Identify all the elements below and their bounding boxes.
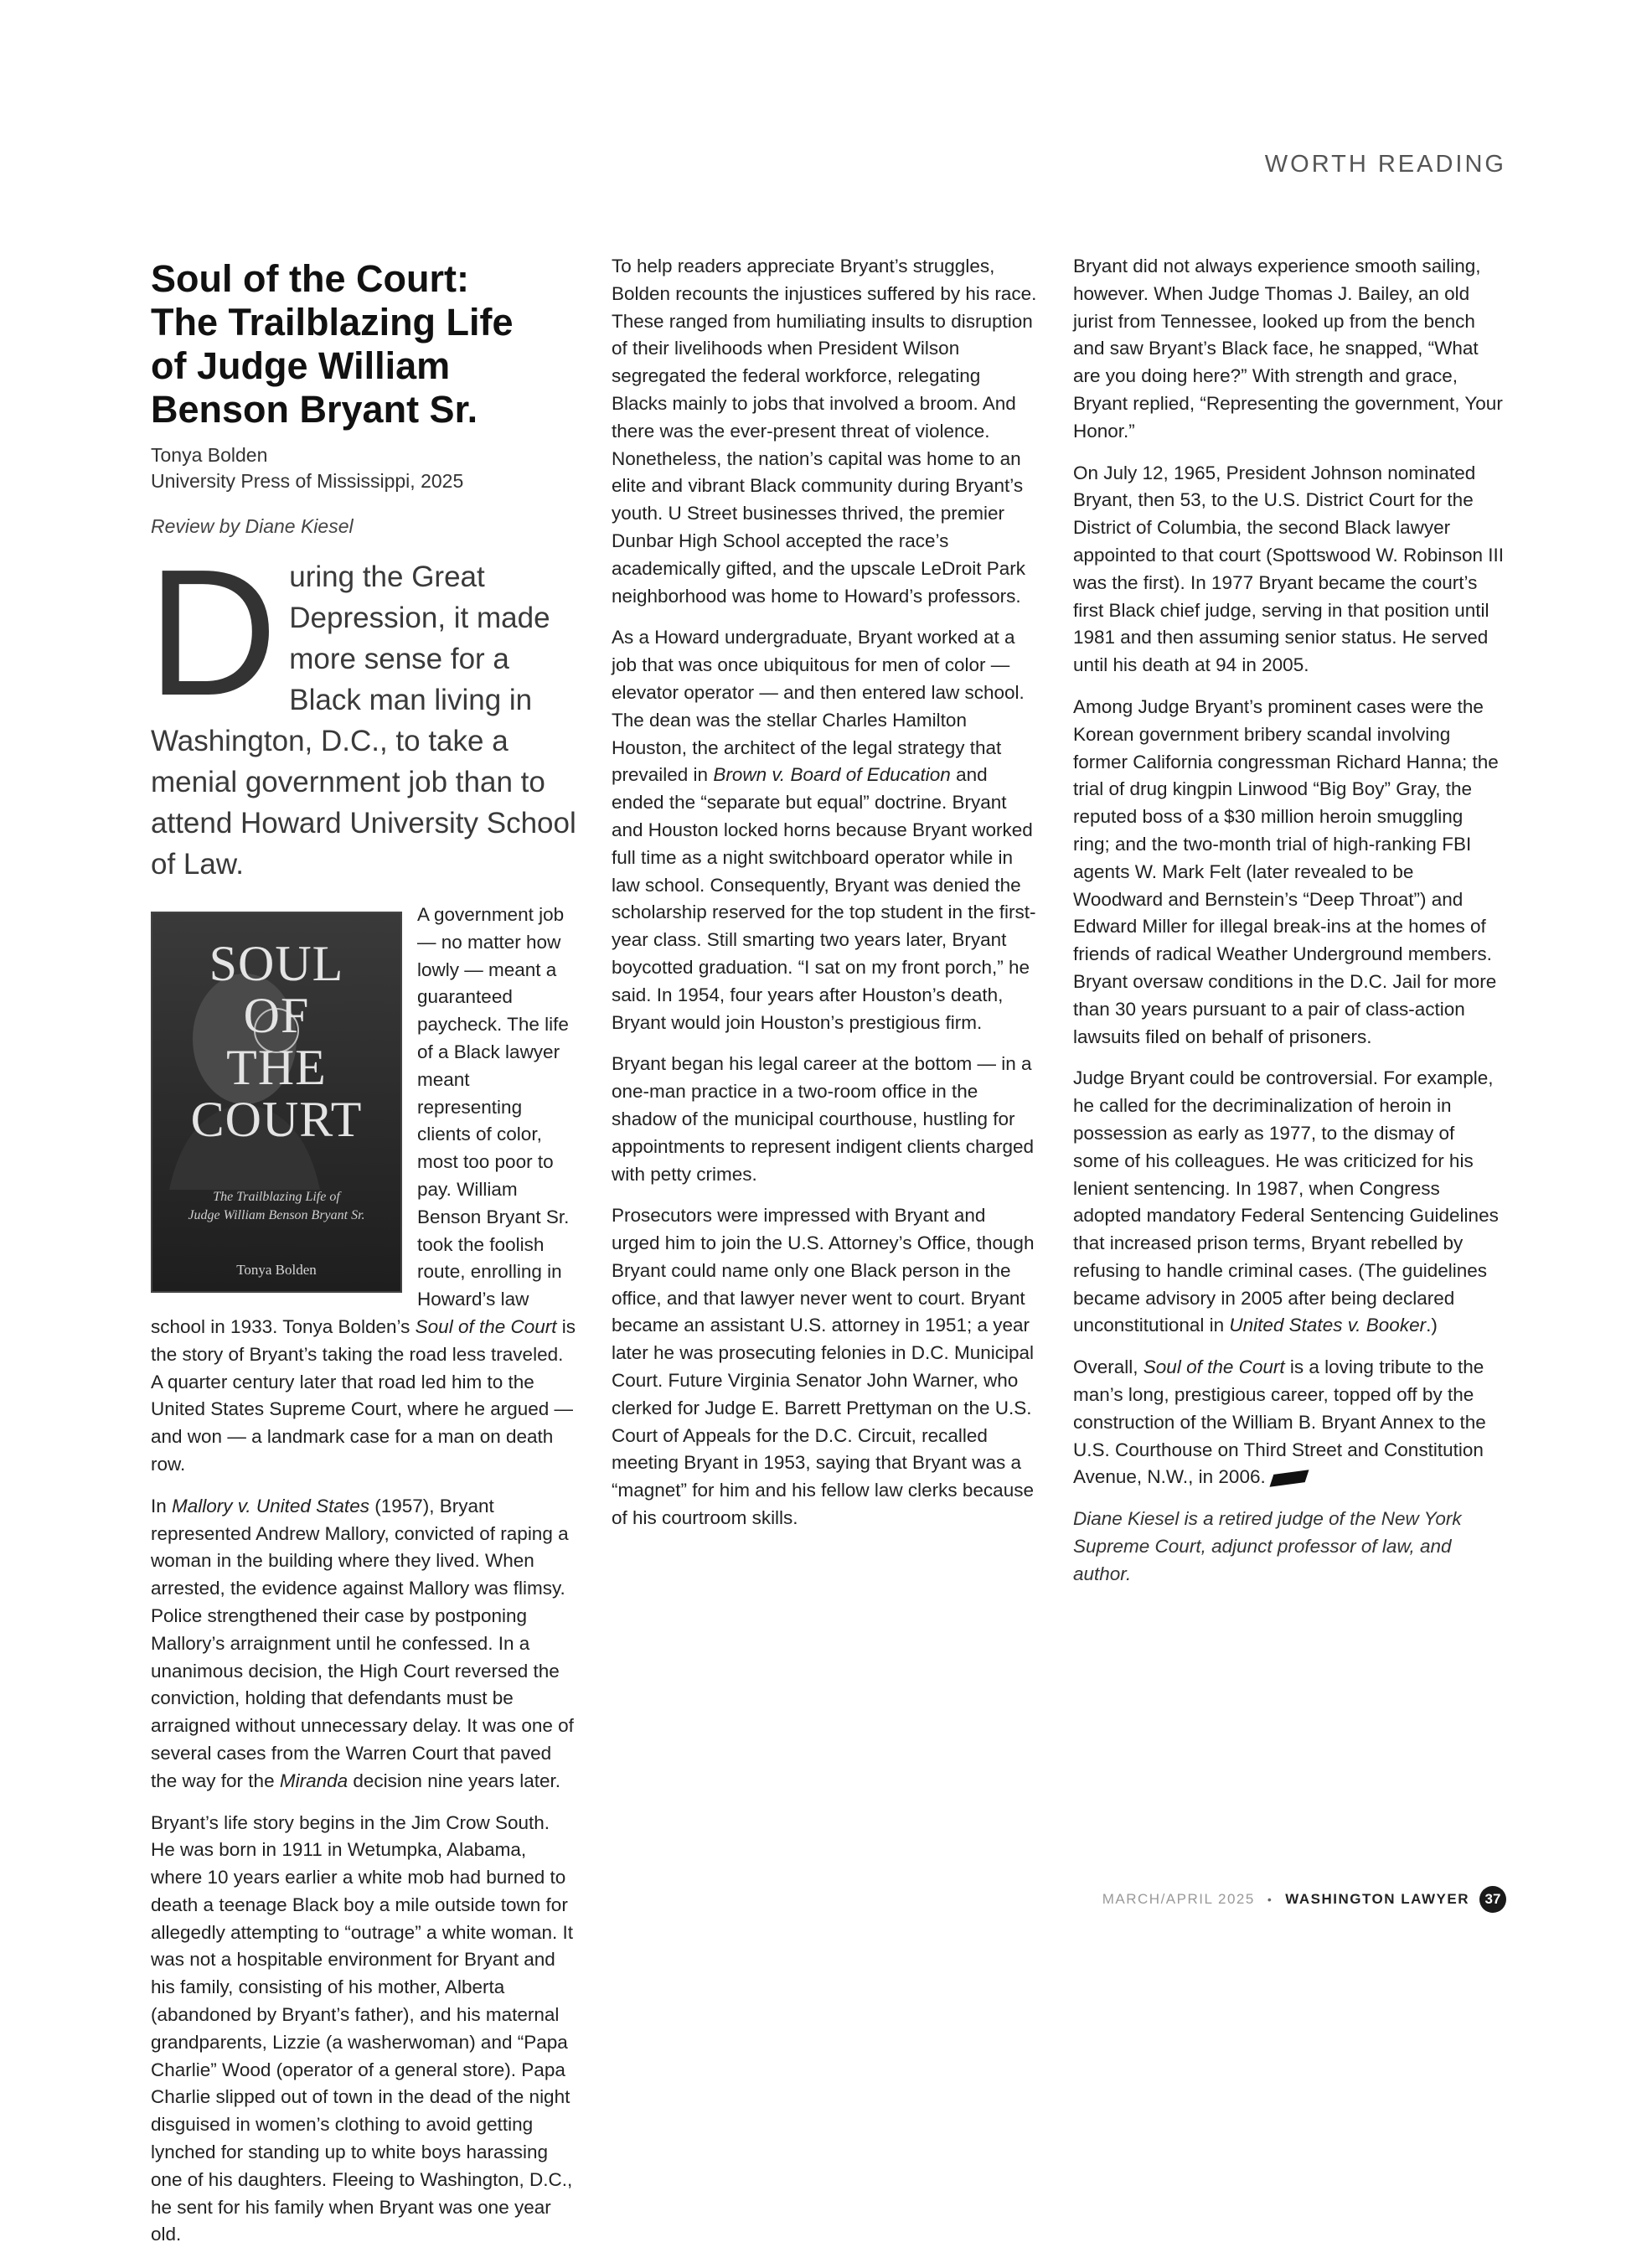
- p12-text: Overall,: [1073, 1356, 1143, 1378]
- column-3: [1073, 253, 1505, 1603]
- p1-text-end: is the story of Bryant’s taking the road less traveled. A quarter century later that road led him to the United States Supreme Court, where he argued — and won — a landmark case for a man on death row.: [151, 1315, 576, 1475]
- cover-title-4: COURT: [190, 1092, 363, 1147]
- paragraph-10: Among Judge Bryant’s prominent cases were the Korean government bribery scandal involving former California congressman Richard Hanna; the trial of drug kingpin Linwood “Big Boy” Gray, the reputed boss of a $30 million heroin smuggling ring; and the two-month trial of high-ranking FBI agents W. Mark Felt (later revealed to be Woodward and Bernstein’s “Deep Throat”) and Edward Miller for illegal break-ins at the homes of friends of radical Weather Underground members. Bryant oversaw conditions in the D.C. Jail for more than 30 years pursuant to a pair of class-action lawsuits filed on behalf of prisoners.: [1073, 695, 1499, 1047]
- p1-book-title: Soul of the Court: [415, 1315, 557, 1337]
- p1-text: A government job — no matter how lowly — meant a guaranteed paycheck. The life of a Black lawyer meant representing clients of color, most too poor to pay. William Benson Bryant Sr. took the foolish route, enrolling in Howard’s law school in 1933. Tonya Bolden’s: [151, 904, 570, 1337]
- p11-case-name: United States v. Booker: [1229, 1315, 1427, 1336]
- column-1: [147, 253, 578, 2263]
- paragraph-12: [1073, 1354, 1505, 1491]
- end-mark-icon: [1269, 1470, 1309, 1486]
- p2-miranda: Miranda: [279, 1770, 348, 1791]
- paragraph-7: Prosecutors were impressed with Bryant and urged him to join the U.S. Attorney’s Office, though Bryant could name only one Black person in the office, and that lawyer never went to court. Bryant became an assistant U.S. attorney in 1951; a year later he was prosecuting felonies in D.C. Municipal Court. Future Virginia Senator John Warner, who clerked for Judge E. Barrett Prettyman on the U.S. Court of Appeals for the D.C. Circuit, recalled meeting Bryant in 1953, saying that Bryant was a “magnet” for him and his fellow law clerks because of his courtroom skills.: [612, 1205, 1035, 1529]
- cover-title-1: SOUL: [209, 936, 344, 991]
- issue-date: MARCH/APRIL 2025: [1102, 1891, 1255, 1907]
- cover-subtitle: [152, 1188, 400, 1225]
- title-line-3: of Judge William: [151, 344, 451, 387]
- book-publisher: University Press of Mississippi, 2025: [151, 470, 464, 492]
- book-cover-image: [151, 912, 402, 1293]
- p12-book-title: Soul of the Court: [1143, 1356, 1285, 1378]
- p2-text-end: decision nine years later.: [348, 1770, 561, 1791]
- paragraph-11: [1073, 1065, 1505, 1340]
- page-number: 37: [1479, 1886, 1506, 1913]
- p2-case-name: Mallory v. United States: [172, 1495, 369, 1516]
- lede-paragraph: [147, 531, 578, 885]
- footer-separator: •: [1267, 1893, 1273, 1906]
- cover-subtitle-line-2: Judge William Benson Bryant Sr.: [188, 1208, 365, 1222]
- title-line-2: The Trailblazing Life: [151, 301, 514, 344]
- title-line-4: Benson Bryant Sr.: [151, 388, 478, 431]
- lede-text: uring the Great Depression, it made more sense for a Black man living in Washington, D.C., to take a menial government job than to attend Howard University School of Law.: [151, 561, 576, 881]
- drop-cap: D: [147, 531, 278, 733]
- p5-text: As a Howard undergraduate, Bryant worked at a job that was once ubiquitous for men of color — elevator operator — and then entered law school. The dean was the stellar Charles Hamilton Houston, the architect of the legal strategy that prevailed in: [612, 627, 1025, 786]
- cover-title-3: THE: [226, 1040, 327, 1095]
- title-line-1: Soul of the Court:: [151, 257, 469, 300]
- book-author: Tonya Bolden: [151, 444, 268, 466]
- reviewer-bio: Diane Kiesel is a retired judge of the New York Supreme Court, adjunct professor of law, and author.: [1073, 1508, 1462, 1584]
- p11-text: Judge Bryant could be controversial. For example, he called for the decriminalization of heroin in possession as early as 1977, to the dismay of some of his colleagues. He was criticized for his lenient sentencing. In 1987, when Congress adopted mandatory Federal Sentencing Guidelines that increased prison terms, Bryant rebelled by refusing to handle criminal cases. (The guidelines became advisory in 2005 after being declared unconstitutional in: [1073, 1067, 1499, 1336]
- paragraph-5: [612, 624, 1039, 1036]
- cover-author: Tonya Bolden: [236, 1262, 317, 1278]
- cover-subtitle-line-1: The Trailblazing Life of: [213, 1190, 340, 1204]
- paragraph-3: Bryant’s life story begins in the Jim Crow South. He was born in 1911 in Wetumpka, Alabama, where 10 years earlier a white mob had burned to death a teenage Black boy a mile outside town for allegedly attempting to “outrage” a white woman. It was not a hospitable environment for Bryant and his family, consisting of his mother, Alberta (abandoned by Bryant’s father), and his maternal grandparents, Lizzie (a washerwoman) and “Papa Charlie” Wood (operator of a general store). Papa Charlie slipped out of town in the dead of the night disguised in women’s clothing to avoid getting lynched for standing up to white boys harassing one of his daughters. Fleeing to Washington, D.C., he sent for his family when Bryant was one year old.: [151, 1811, 574, 2245]
- paragraph-2: [151, 1493, 578, 1795]
- p11-text-end: .): [1426, 1315, 1438, 1336]
- p12-text-end: is a loving tribute to the man’s long, prestigious career, topped off by the construction of the William B. Bryant Annex to the U.S. Courthouse on Third Street and Constitution Avenue, N.W., in 2006.: [1073, 1356, 1486, 1488]
- paragraph-9: On July 12, 1965, President Johnson nominated Bryant, then 53, to the U.S. District Court for the District of Columbia, the second Black lawyer appointed to that court (Spottswood W. Robinson III was the first). In 1977 Bryant became the court’s first Black chief judge, serving in that position until 1981 and then assuming senior status. He served until his death at 94 in 2005.: [1073, 462, 1505, 676]
- section-label: WORTH READING: [1264, 151, 1506, 178]
- column-2: [612, 253, 1039, 1547]
- cover-title-2: OF: [243, 988, 310, 1043]
- page-footer: [1102, 1886, 1506, 1913]
- paragraph-4: To help readers appreciate Bryant’s struggles, Bolden recounts the injustices suffered by his race. These ranged from humiliating insults to disruption of their livelihoods when President Wilson segregated the federal workforce, relegating Blacks mainly to jobs that involved a broom. And there was the ever-present threat of violence. Nonetheless, the nation’s capital was home to an elite and vibrant Black community during Bryant’s youth. U Street businesses thrived, the premier Dunbar High School accepted the race’s academically gifted, and the upscale LeDroit Park neighborhood was home to Howard’s professors.: [612, 256, 1037, 607]
- p2-text: (1957), Bryant represented Andrew Mallory, convicted of raping a woman in the building where they lived. When arrested, the evidence against Mallory was flimsy. Police strengthened their case by postponing Mallory’s arraignment until he confessed. In a unanimous decision, the High Court reversed the conviction, holding that defendants must be arraigned without unnecessary delay. It was one of several cases from the Warren Court that paved the way for the: [151, 1495, 574, 1791]
- reviewer-credit: Review by Diane Kiesel: [151, 515, 354, 537]
- paragraph-6: Bryant began his legal career at the bottom — in a one-man practice in a two-room office in the shadow of the municipal courthouse, hustling for appointments to represent indigent clients charged with petty crimes.: [612, 1053, 1035, 1185]
- review-title: [151, 257, 578, 431]
- p5-text-end: and ended the “separate but equal” doctrine. Bryant and Houston locked horns because Bryant worked full time as a night switchboard operator while in law school. Consequently, Bryant was denied the scholarship reserved for the top student in the first-year class. Still smarting two years later, Bryant boycotted graduation. “I sat on my front porch,” he said. In 1954, four years after Houston’s death, Bryant would join Houston’s prestigious firm.: [612, 764, 1036, 1033]
- paragraph-8: Bryant did not always experience smooth sailing, however. When Judge Thomas J. Bailey, an old jurist from Tennessee, looked up from the bench and saw Bryant’s Black face, he snapped, “What are you doing here?” With strength and grace, Bryant replied, “Representing the government, Your Honor.”: [1073, 256, 1503, 442]
- p5-case-name: Brown v. Board of Education: [713, 764, 951, 786]
- p2-in: In: [151, 1495, 173, 1516]
- magazine-name: WASHINGTON LAWYER: [1285, 1891, 1469, 1907]
